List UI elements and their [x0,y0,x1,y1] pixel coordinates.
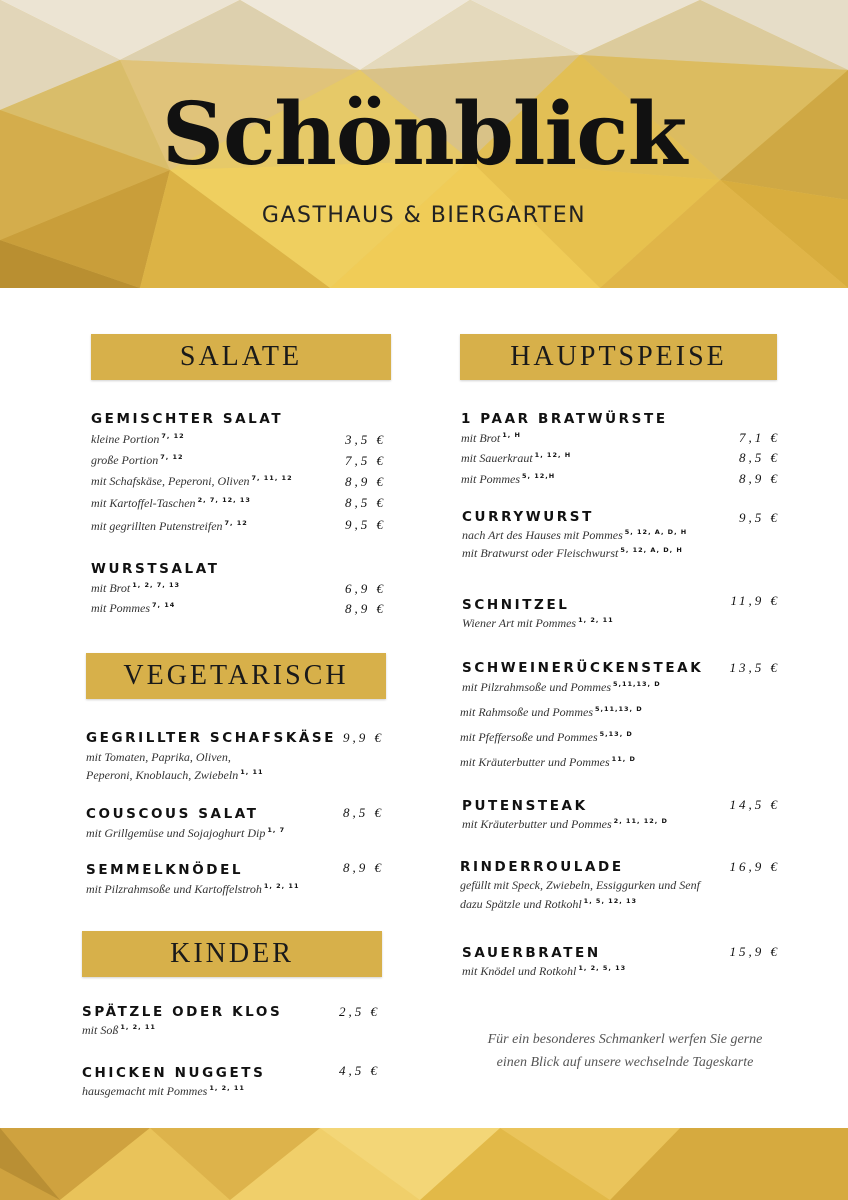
dish-couscous-salat: COUSCOUS SALAT [86,806,259,822]
dish-price: 8,9 € [739,471,780,486]
dish-price: 8,5 € [739,450,780,465]
dish-chicken-nuggets: CHICKEN NUGGETS [82,1065,266,1081]
dish-price: 6,9 € [345,581,386,596]
restaurant-subtitle: GASTHAUS & BIERGARTEN [261,203,587,228]
dish-price: 8,9 € [345,474,386,489]
polygon-background [0,1128,848,1200]
note-line-2: einen Blick auf unsere wechselnde Tageskarte [496,1055,754,1070]
dish-price: 3,5 € [345,432,386,447]
dish-price: 9,5 € [345,517,386,532]
dish-option: mit Kräuterbutter und Pommes $^{11, D}$ [460,755,636,769]
dish-schnitzel: SCHNITZEL [462,597,570,613]
dish-price: 8,5 € [343,805,384,820]
section-header-kinder: KINDER [82,931,382,977]
dish-option: mit Pommes $^{5, 12,H}$ [461,472,556,486]
dish-option: mit Brot $^{1, H}$ [461,431,521,445]
note-line-1: Für ein besonderes Schmankerl werfen Sie gerne [487,1032,763,1047]
dish-price: 8,9 € [345,601,386,616]
dish-price: 14,5 € [729,797,780,812]
dish-price: 7,5 € [345,453,386,468]
dish-option: mit Rahmsoße und Pommes $^{5,11,13, D}$ [460,705,643,719]
dish-price: 8,9 € [343,860,384,875]
dish-option: mit Pfeffersoße und Pommes $^{5,13, D}$ [460,730,633,744]
dish-option: gefüllt mit Speck, Zwiebeln, Essiggurken und Senf [460,878,700,892]
dish-option: große Portion $^{7, 12}$ [91,453,184,467]
dish-option: mit Pommes $^{7, 14}$ [91,601,176,615]
dish-price: 16,9 € [729,859,780,874]
dish-putensteak: PUTENSTEAK [462,798,588,814]
top-banner [0,0,848,288]
bottom-banner [0,1128,848,1200]
dish-price: 11,9 € [730,593,780,608]
dish-schweinerueckensteak: SCHWEINERÜCKENSTEAK [462,660,704,676]
dish-price: 8,5 € [345,495,386,510]
dish-description: mit Soß $^{1, 2, 11}$ [82,1023,156,1037]
dish-currywurst: CURRYWURST [462,509,594,525]
section-header-salate: SALATE [91,334,391,380]
section-header-hauptspeise: HAUPTSPEISE [460,334,777,380]
dish-option: mit Sauerkraut $^{1, 12, H}$ [461,451,572,465]
dish-price: 15,9 € [729,944,780,959]
dish-gegrillter-schafskaese: GEGRILLTER SCHAFSKÄSE [86,730,337,746]
dish-option: mit gegrillten Putenstreifen $^{7, 12}$ [91,519,248,533]
dish-option: dazu Spätzle und Rotkohl $^{1, 5, 12, 13}$ [460,897,638,911]
dish-price: 13,5 € [729,660,780,675]
dish-wurstsalat: WURSTSALAT [91,561,220,577]
dish-price: 9,9 € [343,730,384,745]
dish-price: 9,5 € [739,510,780,525]
dish-option: kleine Portion $^{7, 12}$ [91,432,185,446]
dish-option: mit Knödel und Rotkohl $^{1, 2, 5, 13}$ [462,964,627,978]
dish-option: mit Brot $^{1, 2, 7, 13}$ [91,581,181,595]
dish-option: mit Pilzrahmsoße und Pommes $^{5,11,13, D}$ [462,680,661,694]
dish-description: mit Pilzrahmsoße und Kartoffelstroh $^{1, 2, 11}$ [86,882,300,896]
dish-gemischter-salat: GEMISCHTER SALAT [91,411,284,427]
dish-price: 7,1 € [739,430,780,445]
dish-option: mit Schafskäse, Peperoni, Oliven $^{7, 11, 12}$ [91,474,293,488]
dish-price: 2,5 € [339,1004,380,1019]
dish-description: hausgemacht mit Pommes $^{1, 2, 11}$ [82,1084,245,1098]
dish-option: mit Bratwurst oder Fleischwurst $^{5, 12, A, D, H}$ [462,546,683,560]
dish-description: mit Tomaten, Paprika, Oliven, [86,750,231,764]
restaurant-logo: Schönblick [161,84,687,185]
tageskarte-note [460,1028,790,1074]
dish-sauerbraten: SAUERBRATEN [462,945,601,961]
dish-price: 4,5 € [339,1063,380,1078]
dish-option: mit Kräuterbutter und Pommes $^{2, 11, 12, D}$ [462,817,668,831]
dish-spaetzle-oder-klos: SPÄTZLE ODER KLOS [82,1004,283,1020]
dish-rinderroulade: RINDERROULADE [460,859,624,875]
dish-description: Peperoni, Knoblauch, Zwiebeln $^{1, 11}$ [86,768,264,782]
dish-option: mit Kartoffel-Taschen $^{2, 7, 12, 13}$ [91,496,251,510]
dish-option: nach Art des Hauses mit Pommes $^{5, 12, A, D, H}$ [462,528,688,542]
dish-semmelknoedel: SEMMELKNÖDEL [86,862,244,878]
section-header-vegetarisch: VEGETARISCH [86,653,386,699]
dish-bratwuerste: 1 PAAR BRATWÜRSTE [461,411,668,427]
dish-description: mit Grillgemüse und Sojajoghurt Dip $^{1, 7}$ [86,826,286,840]
dish-option: Wiener Art mit Pommes $^{1, 2, 11}$ [462,616,614,630]
